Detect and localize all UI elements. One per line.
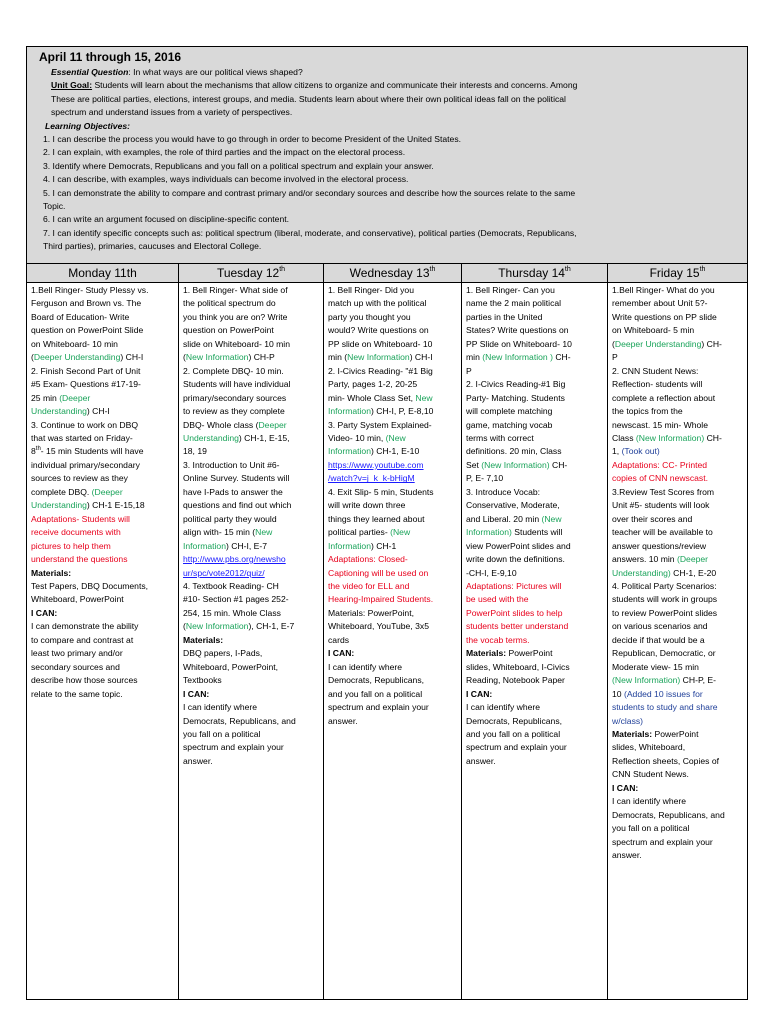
wednesday-plan: 1. Bell Ringer- Did you match up with the political party you thought you would? Write questions on PP slide on Whiteboard- 10 min (New Information) CH-I 2. I-Civics Reading- "#1 Big Party, pages 1-2, 20-25 min- Whole Class Set, New Information) CH-I, P, E-8,10 3. Party System Explained- Video- 10 min, (New Information) CH-1, E-10 https://www.youtube.com /watch?v=j_k_k-bHigM 4. Exit Slip- 5 min, Students will write down three things they learned about political parties- (New Information) CH-1 Adaptations: Closed- Captioning will be used on the video for ELL and Hearing-Impaired Students. Materials: PowerPoint, Whiteboard, YouTube, 3x5 cards I CAN: I can identify where Democrats, Republicans, and you fall on a political spectrum and explain your answer. bbox=[324, 283, 462, 999]
i-can-label: I CAN: bbox=[466, 688, 493, 699]
unit-goal: Unit Goal: Students will learn about the mechanisms that allow citizens to organize and communicate their interests and concerns. Among bbox=[51, 80, 578, 91]
i-can-label: I CAN: bbox=[328, 648, 355, 659]
monday-plan: 1.Bell Ringer- Study Plessy vs. Ferguson and Brown vs. The Board of Education- Write question on PowerPoint Slide on Whiteboard- 10 min (Deeper Understanding) CH-I 2. Finish Second Part of Unit #5 Exam- Questions #17-19- 25 min (Deeper Understanding) CH-I 3. Continue to work on DBQ that was started on Friday- 8th- 15 min Students will have individual primary/secondary sources to review as they complete DBQ. (Deeper Understanding) CH-1 E-15,18 Adaptations- Students will receive documents with pictures to help them understand the questions Materials: Test Papers, DBQ Documents, Whiteboard, PowerPoint I CAN: I can demonstrate the ability to compare and contrast at least two primary and/or secondary sources and describe how those sources relate to the same topic. bbox=[27, 283, 179, 999]
learning-objectives-title: Learning Objectives: bbox=[45, 120, 131, 131]
friday-plan: 1.Bell Ringer- What do you remember about Unit 5?- Write questions on PP slide on Whiteboard- 5 min (Deeper Understanding) CH- P 2. CNN Student News: Reflection- students will complete a reflection about the topics from the newscast. 15 min- Whole Class (New Information) CH- 1, (Took out) Adaptations: CC- Printed copies of CNN newscast. 3.Review Test Scores from Unit #5- students will look over their scores and teacher will be available to answer questions/review answers. 10 min (Deeper Understanding) CH-1, E-20 4. Political Party Scenarios: students will work in groups to review PowerPoint slides on various scenarios and decide if that would be a Republican, Democratic, or Moderate view- 15 min (New Information) CH-P, E- 10 (Added 10 issues for students to study and share w/class) Materials: PowerPoint slides, Whiteboard, Reflection sheets, Copies of CNN Student News. I CAN: I can identify where Democrats, Republicans, and you fall on a political spectrum and explain your answer. bbox=[608, 283, 747, 999]
materials-label: Materials: bbox=[466, 648, 507, 659]
week-date: April 11 through 15, 2016 bbox=[39, 50, 182, 64]
adaptations: Adaptations: Closed- bbox=[328, 554, 408, 565]
survey-link[interactable]: http://www.pbs.org/newsho bbox=[183, 554, 286, 565]
i-can-label: I CAN: bbox=[612, 782, 639, 793]
day-tuesday: Tuesday 12th bbox=[179, 264, 324, 282]
thursday-plan: 1. Bell Ringer- Can you name the 2 main political parties in the United States? Write questions on PP Slide on Whiteboard- 10 min (New Information ) CH- P 2. I-Civics Reading-#1 Big Party- Matching. Students will complete matching game, matching vocab terms with correct definitions. 20 min, Class Set (New Information) CH- P, E- 7,10 3. Introduce Vocab: Conservative, Moderate, and Liberal. 20 min (New Information) Students will view PowerPoint slides and write down the definitions. -CH-I, E-9,10 Adaptations: Pictures will be used with the PowerPoint slides to help students better understand the vocab terms. Materials: PowerPoint slides, Whiteboard, I-Civics Reading, Notebook Paper I CAN: I can identify where Democrats, Republicans, and you fall on a political spectrum and explain your answer. bbox=[462, 283, 608, 999]
day-monday: Monday 11th bbox=[27, 264, 179, 282]
day-header-row bbox=[27, 264, 747, 283]
objective: 6. I can write an argument focused on discipline-specific content. bbox=[43, 214, 290, 225]
plan-columns bbox=[27, 283, 747, 999]
objective: Topic. bbox=[43, 201, 66, 212]
day-wednesday: Wednesday 13th bbox=[324, 264, 462, 282]
adaptations: Adaptations: CC- Printed bbox=[612, 459, 708, 470]
lesson-plan-page bbox=[26, 46, 748, 1000]
objective: 7. I can identify specific concepts such as: political spectrum (liberal, moderate, and conservative), political parties (Democrats, Republicans, bbox=[43, 227, 577, 238]
tuesday-plan: 1. Bell Ringer- What side of the political spectrum do you think you are on? Write question on PowerPoint slide on Whiteboard- 10 min (New Information) CH-P 2. Complete DBQ- 10 min. Students will have individual primary/secondary sources to review as they complete DBQ- Whole class (Deeper Understanding) CH-1, E-15, 18, 19 3. Introduction to Unit #6- Online Survey. Students will have I-Pads to answer the questions and find out which political party they would align with- 15 min (New Information) CH-I, E-7 http://www.pbs.org/newsho ur/spc/vote2012/quiz/ 4. Textbook Reading- CH #10- Section #1 pages 252- 254, 15 min. Whole Class (New Information), CH-1, E-7 Materials: DBQ papers, I-Pads, Whiteboard, PowerPoint, Textbooks I CAN: I can identify where Democrats, Republicans, and you fall on a political spectrum and explain your answer. bbox=[179, 283, 324, 999]
objective: 1. I can describe the process you would have to go through in order to become President of the United States. bbox=[43, 134, 462, 145]
adaptations: Adaptations: Pictures will bbox=[466, 580, 562, 591]
objective: Third parties), primaries, caucuses and Electoral College. bbox=[43, 241, 262, 252]
video-link[interactable]: /watch?v=j_k_k-bHigM bbox=[328, 473, 415, 484]
materials-label: Materials: bbox=[183, 634, 224, 645]
plan-header bbox=[27, 47, 747, 264]
materials-label: Materials: bbox=[31, 567, 72, 578]
i-can-label: I CAN: bbox=[31, 607, 58, 618]
day-friday: Friday 15th bbox=[649, 266, 706, 280]
objective: 2. I can explain, with examples, the role of third parties and the impact on the electoral process. bbox=[43, 147, 406, 158]
day-thursday: Thursday 14th bbox=[462, 264, 608, 282]
objective: 3. Identify where Democrats, Republicans and you fall on a political spectrum and explain your answer. bbox=[43, 160, 434, 171]
objective: 5. I can demonstrate the ability to compare and contrast primary and/or secondary sources and describe how the sources relate to the same bbox=[43, 187, 576, 198]
unit-goal-line: These are political parties, elections, interest groups, and media. Students learn about where their own political ideas fall on the political bbox=[51, 93, 566, 104]
video-link[interactable]: https://www.youtube.com bbox=[328, 459, 424, 470]
objective: 4. I can describe, with examples, ways individuals can become involved in the electoral process. bbox=[43, 174, 409, 185]
adaptations: Adaptations- Students will bbox=[31, 513, 130, 524]
materials-label: Materials: bbox=[612, 728, 653, 739]
survey-link[interactable]: ur/spc/vote2012/quiz/ bbox=[183, 567, 265, 578]
materials-label: Materials: PowerPoint, bbox=[328, 607, 414, 618]
essential-question: Essential Question: In what ways are our political views shaped? bbox=[51, 67, 303, 77]
i-can-label: I CAN: bbox=[183, 688, 210, 699]
unit-goal-line: spectrum and understand issues from a variety of perspectives. bbox=[51, 107, 293, 118]
